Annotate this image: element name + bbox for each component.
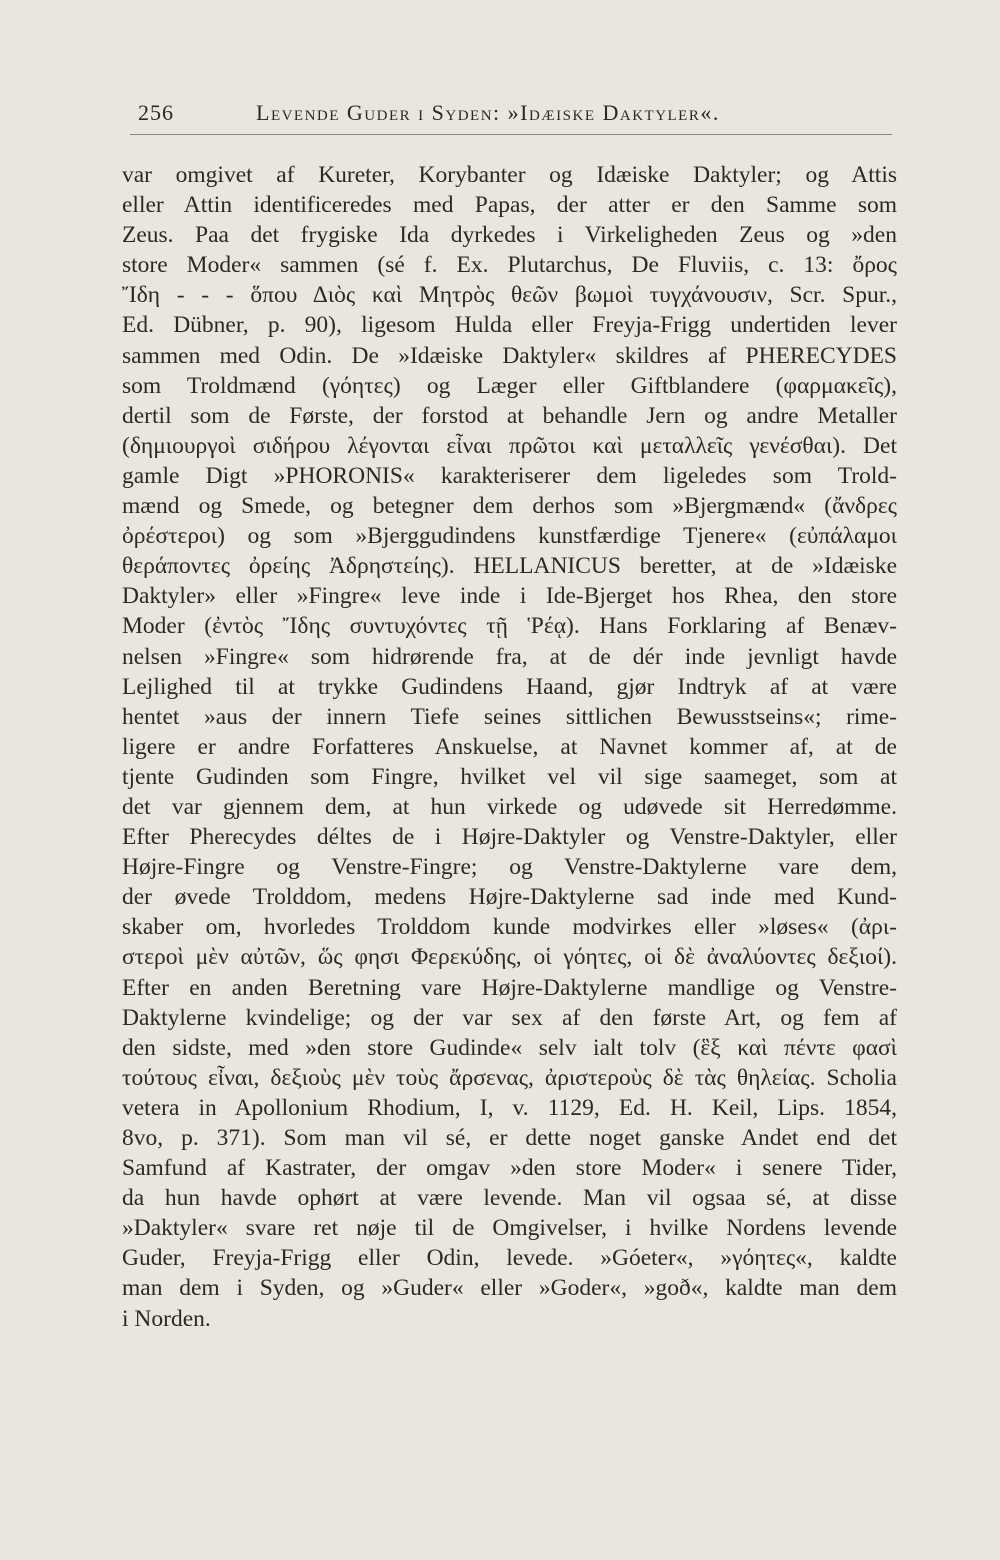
text-line: (δημιουργοὶ σιδήρου λέγονται εἶναι πρῶτοι καὶ μεταλλεῖς γενέσθαι). Det — [122, 432, 897, 459]
text-line: skaber om, hvorledes Trolddom kunde modvirkes eller »løses« (ἀρι- — [122, 914, 897, 941]
text-line: Moder (ἐντὸς Ἴδης συντυχόντες τῇ Ῥέᾳ). Hans Forklaring af Benæv- — [122, 613, 897, 640]
text-line: στεροὶ μὲν αὐτῶν, ὥς φησι Φερεκύδης, οἱ γόητες, οἱ δὲ ἀναλύοντες δεξιοί). — [122, 944, 897, 971]
text-line: i Norden. — [122, 1305, 211, 1332]
text-line: ligere er andre Forfatteres Anskuelse, at Navnet kommer af, at de — [122, 733, 897, 760]
running-title: Levende Guder i Syden: »Idæiske Daktyler«. — [256, 100, 720, 125]
text-line: gamle Digt »PHORONIS« karakteriserer dem ligeledes som Trold- — [122, 462, 897, 489]
text-line: det var gjennem dem, at hun virkede og udøvede sit Herredømme. — [122, 793, 897, 820]
text-line: τούτους εἶναι, δεξιοὺς μὲν τοὺς ἄρσενας, ἀριστεροὺς δὲ τὰς θηλείας. Scholia — [122, 1064, 897, 1091]
text-line: 8vo, p. 371). Som man vil sé, er dette noget ganske Andet end det — [122, 1125, 897, 1151]
text-line: Ed. Dübner, p. 90), ligesom Hulda eller Freyja-Frigg undertiden lever — [122, 312, 897, 339]
text-line: nelsen »Fingre« som hidrørende fra, at de dér inde jevnligt havde — [122, 643, 897, 670]
text-line: vetera in Apollonium Rhodium, I, v. 1129, Ed. H. Keil, Lips. 1854, — [122, 1094, 897, 1121]
text-line: ὀρέστεροι) og som »Bjerggudindens kunstfærdige Tjenere« (εὐπάλαμοι — [122, 523, 897, 550]
text-line: Daktylerne kvindelige; og der var sex af den første Art, og fem af — [122, 1004, 897, 1031]
page-number: 256 — [138, 100, 174, 125]
text-line: mænd og Smede, og betegner dem derhos som »Bjergmænd« (ἄνδρες — [122, 493, 897, 520]
text-line: dertil som de Første, der forstod at behandle Jern og andre Metaller — [122, 402, 897, 429]
text-line: hentet »aus der innern Tiefe seines sittlichen Bewusstseins«; rime- — [122, 703, 897, 730]
text-line: store Moder« sammen (sé f. Ex. Plutarchus, De Fluviis, c. 13: ὄρος — [122, 252, 897, 279]
text-line: eller Attin identificeredes med Papas, der atter er den Samme som — [122, 192, 897, 219]
text-line: Ἴδη - - - ὅπου Διὸς καὶ Μητρὸς θεῶν βωμοὶ τυγχάνουσιν, Scr. Spur., — [122, 282, 897, 309]
text-line: Guder, Freyja-Frigg eller Odin, levede. »Góeter«, »γόητες«, kaldte — [122, 1245, 897, 1272]
text-line: sammen med Odin. De »Idæiske Daktyler« skildres af PHERECYDES — [122, 342, 897, 369]
running-header — [138, 100, 890, 126]
text-line: var omgivet af Kureter, Korybanter og Idæiske Daktyler; og Attis — [122, 162, 897, 188]
text-line: Efter en anden Beretning vare Højre-Daktylerne mandlige og Venstre- — [122, 974, 897, 1001]
text-line: Efter Pherecydes déltes de i Højre-Daktyler og Venstre-Daktyler, eller — [122, 824, 897, 851]
text-line: da hun havde ophørt at være levende. Man vil ogsaa sé, at disse — [122, 1185, 897, 1212]
text-line: »Daktyler« svare ret nøje til de Omgivelser, i hvilke Nordens levende — [122, 1215, 897, 1242]
header-rule — [130, 134, 892, 135]
text-line: Højre-Fingre og Venstre-Fingre; og Venstre-Daktylerne vare dem, — [122, 854, 897, 881]
text-line: Daktyler» eller »Fingre« leve inde i Ide-Bjerget hos Rhea, den store — [122, 583, 897, 610]
text-line: Lejlighed til at trykke Gudindens Haand, gjør Indtryk af at være — [122, 673, 897, 700]
text-line: θεράποντες ὀρείης Ἀδρηστείης). HELLANICUS beretter, at de »Idæiske — [122, 553, 897, 580]
text-line: man dem i Syden, og »Guder« eller »Goder«, »goð«, kaldte man dem — [122, 1275, 897, 1302]
text-line: der øvede Trolddom, medens Højre-Daktylerne sad inde med Kund- — [122, 884, 897, 911]
text-line: tjente Gudinden som Fingre, hvilket vel vil sige saameget, som at — [122, 763, 897, 790]
body-text — [122, 160, 897, 1334]
text-line: den sidste, med »den store Gudinde« selv ialt tolv (ἓξ καὶ πέντε φασὶ — [122, 1034, 897, 1061]
text-line: som Troldmænd (γόητες) og Læger eller Giftblandere (φαρμακεῖς), — [122, 372, 897, 399]
text-line: Zeus. Paa det frygiske Ida dyrkedes i Virkeligheden Zeus og »den — [122, 222, 897, 249]
text-line: Samfund af Kastrater, der omgav »den store Moder« i senere Tider, — [122, 1155, 897, 1182]
